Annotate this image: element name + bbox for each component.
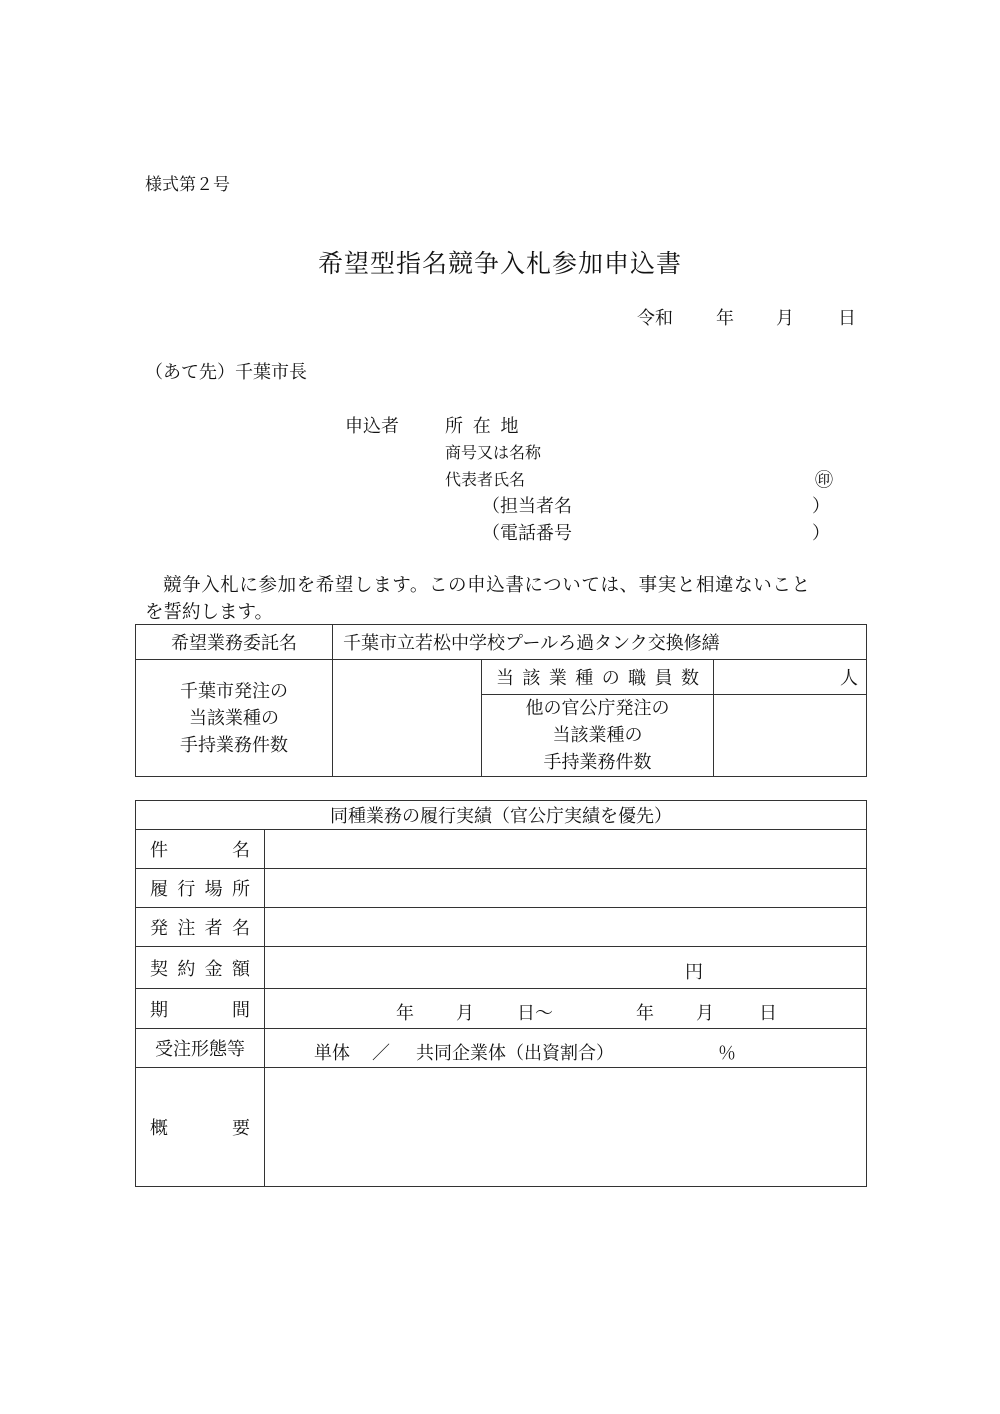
track-record-table [135,800,867,1187]
period-value[interactable] [265,989,867,1029]
other-orders-label [482,695,714,777]
chiba-orders-line-1: 千葉市発注の [180,680,288,702]
chiba-orders-label [136,660,333,777]
contact-person-label: （担当者名 [482,496,572,517]
seal-mark: ㊞ [815,470,833,491]
summary-value[interactable] [265,1068,867,1187]
form-percent: ％ [718,1043,736,1064]
summary-label: 概要 [136,1068,265,1187]
period-from-day: 日～ [517,1003,553,1024]
phone-close: ） [812,523,830,544]
period-to-month: 月 [696,1003,714,1024]
other-orders-value[interactable] [714,695,867,777]
other-orders-line-3: 手持業務件数 [543,752,652,773]
amount-label: 契約金額 [136,947,265,989]
representative-label: 代表者氏名 [445,470,526,489]
order-form-value[interactable] [265,1029,867,1068]
form-joint-venture: 共同企業体（出資割合） [416,1043,614,1064]
address-label: 所 在 地 [445,416,521,437]
other-orders-line-2: 当該業種の [552,725,643,746]
staff-count-value[interactable] [714,660,867,695]
period-from-month: 月 [456,1003,474,1024]
period-from-year: 年 [396,1003,414,1024]
applicant-label: 申込者 [345,416,399,437]
phone-label: （電話番号 [482,523,572,544]
date-era: 令和 [637,308,673,329]
orderer-value[interactable] [265,908,867,947]
period-to-day: 日 [759,1003,777,1024]
place-value[interactable] [265,869,867,908]
place-label: 履行場所 [136,869,265,908]
form-separator: ／ [372,1043,390,1064]
period-to-year: 年 [636,1003,654,1024]
amount-unit: 円 [685,962,703,983]
chiba-orders-value[interactable] [333,660,482,777]
declaration-line-2: を誓約します。 [145,602,274,623]
form-number: 様式第２号 [145,175,230,195]
task-name-value: 千葉市立若松中学校プールろ過タンク交換修繕 [333,625,867,660]
date-month: 月 [776,308,794,329]
project-name-label: 件名 [136,830,265,869]
staff-count-label: 当該業種の職員数 [482,660,714,695]
page-title: 希望型指名競争入札参加申込書 [317,249,682,278]
task-name-label: 希望業務委託名 [136,625,333,660]
company-name-label: 商号又は名称 [445,443,542,462]
date-day: 日 [838,308,856,329]
date-year: 年 [716,308,734,329]
declaration [145,572,860,626]
staff-unit: 人 [840,668,858,689]
orderer-label: 発注者名 [136,908,265,947]
period-label: 期間 [136,989,265,1029]
project-name-value[interactable] [265,830,867,869]
other-orders-line-1: 他の官公庁発注の [525,698,670,719]
contact-person-close: ） [812,496,830,517]
chiba-orders-line-3: 手持業務件数 [180,734,288,756]
chiba-orders-line-2: 当該業種の [189,707,279,729]
amount-value[interactable] [265,947,867,989]
track-record-header: 同種業務の履行実績（官公庁実績を優先） [136,801,867,830]
order-form-label: 受注形態等 [136,1029,265,1068]
form-single: 単体 [314,1043,350,1064]
declaration-line-1: 競争入札に参加を希望します。この申込書については、事実と相違ないこと [163,575,811,596]
addressee: （あて先）千葉市長 [145,362,307,383]
task-table [135,624,867,777]
